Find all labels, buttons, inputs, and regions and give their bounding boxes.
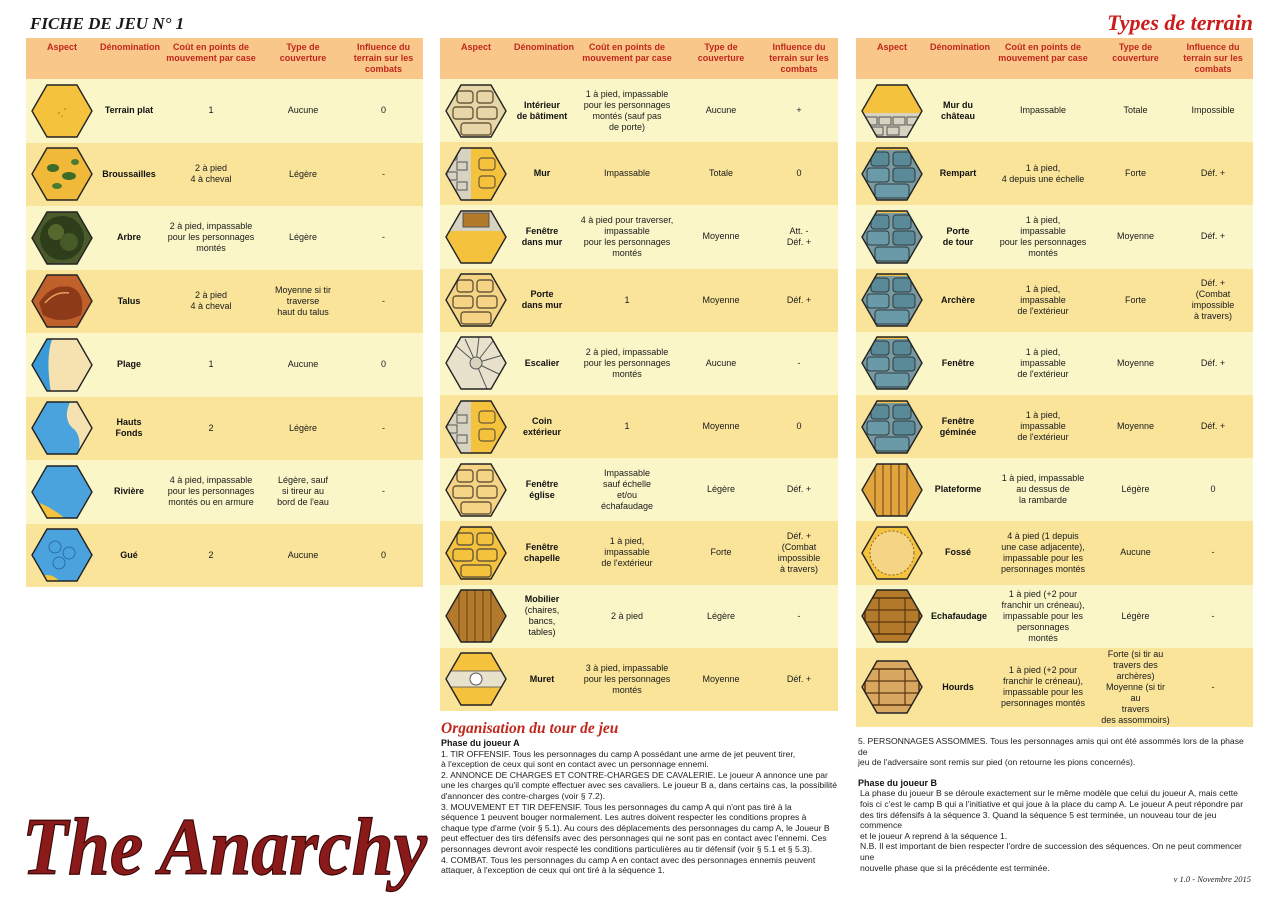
furniture-hex (445, 588, 507, 644)
influence-cell: - (760, 332, 838, 395)
aspect-cell (440, 395, 512, 458)
cost-cell: 1 à pied, impassable pour les personnages montés (sauf pas de porte) (572, 79, 682, 142)
terrain-name: Talus (117, 295, 141, 306)
cost-cell: 2 à pied (572, 585, 682, 648)
aspect-cell (440, 648, 512, 711)
influence-cell: Déf. + (1173, 332, 1253, 395)
building-interior-hex (445, 83, 507, 139)
terrain-name: Mur (533, 168, 551, 179)
denomination-cell (928, 458, 988, 521)
aspect-cell (26, 460, 98, 524)
phase-b-text: La phase du joueur B se déroule exactement sur le même modèle que celui du joueur A, mais cette fois ci c'est le camp B qui a l'initiative et qui joue à la place du camp A. Le joueur A peut répondre par des tirs défensifs à la séquence 3. Quand la séquence 5 est terminée, un nouveau tour de jeu commence et le joueur A reprend à la séquence 1. (860, 788, 1244, 841)
denomination-cell (512, 332, 572, 395)
aspect-cell (856, 205, 928, 268)
col-cover: Type de couverture (682, 38, 760, 79)
table-row (856, 142, 1253, 205)
low-wall-hex (445, 651, 507, 707)
rule-item-1: 1. TIR OFFENSIF. Tous les personnages du camp A possédant une arme de jet peuvent tirer, à l'exception de ceux qui sont en contact avec un personnage ennemi. (441, 748, 796, 770)
cost-cell: 1 (572, 395, 682, 458)
terrain-name: Mobilier (524, 594, 560, 605)
terrain-name: Hauts Fonds (115, 417, 143, 439)
influence-cell: Déf. + (760, 458, 838, 521)
cover-cell: Aucune (682, 332, 760, 395)
cost-cell: 1 à pied, impassable de l'extérieur (572, 521, 682, 584)
cover-cell: Aucune (1098, 521, 1173, 584)
ford-hex (31, 527, 93, 583)
section-title: Types de terrain (1107, 10, 1253, 35)
aspect-cell (440, 142, 512, 205)
influence-cell: Déf. + (760, 269, 838, 332)
aspect-cell (856, 521, 928, 584)
river-hex (31, 464, 93, 520)
col-aspect: Aspect (440, 38, 512, 79)
twin-window-hex (861, 399, 923, 455)
terrain-name: Rempart (939, 168, 977, 179)
terrain-name: Plateforme (934, 484, 982, 495)
outer-corner-hex (445, 399, 507, 455)
denomination-cell (928, 585, 988, 648)
cost-cell: 1 à pied (+2 pour franchir un créneau), impassable pour les personnages montés (988, 585, 1098, 648)
aspect-cell (440, 79, 512, 142)
aspect-cell (440, 521, 512, 584)
influence-cell: Déf. + (Combat impossible à travers) (1173, 269, 1253, 332)
cover-cell: Totale (682, 142, 760, 205)
version-label: v 1.0 - Novembre 2015 (1173, 874, 1251, 884)
rules-title: Organisation du tour de jeu (441, 720, 619, 737)
tree-hex (31, 210, 93, 266)
cost-cell: 3 à pied, impassable pour les personnages montés (572, 648, 682, 711)
col-aspect: Aspect (856, 38, 928, 79)
aspect-cell (440, 332, 512, 395)
terrain-name: Plage (116, 359, 141, 370)
denomination-cell (928, 395, 988, 458)
cost-cell: Impassable sauf échelle et/ou échafaudage (572, 458, 682, 521)
table-row (440, 585, 838, 648)
scaffolding-hex (861, 588, 923, 644)
influence-cell: 0 (1173, 458, 1253, 521)
terrain-name: Fenêtre église (525, 478, 559, 500)
aspect-cell (26, 397, 98, 461)
influence-cell: - (1173, 521, 1253, 584)
influence-cell: - (344, 206, 423, 270)
logo-text: The Anarchy (22, 801, 428, 892)
denomination-cell (512, 395, 572, 458)
staircase-hex (445, 335, 507, 391)
denomination-cell (928, 521, 988, 584)
col-cover: Type de couverture (1098, 38, 1173, 79)
influence-cell: - (344, 270, 423, 334)
cover-cell: Légère, sauf si tireur au bord de l'eau (262, 460, 344, 524)
terrain-name: Hourds (942, 681, 974, 692)
cover-cell: Forte (682, 521, 760, 584)
table-row (856, 648, 1253, 727)
rule-item-5: 5. PERSONNAGES ASSOMMES. Tous les personnages amis qui ont été assommés lors de la phase de jeu de l'adversaire sont remis sur pied (on retourne les pions concernés). (858, 736, 1244, 768)
aspect-cell (26, 524, 98, 588)
terrain-name: Fenêtre chapelle (523, 541, 561, 563)
cost-cell: 1 à pied (+2 pour franchir le créneau), impassable pour les personnages montés (988, 648, 1098, 727)
influence-cell: Déf. + (1173, 205, 1253, 268)
aspect-cell (856, 458, 928, 521)
terrain-name: Arbre (116, 232, 141, 243)
table-header-row (440, 38, 838, 79)
cost-cell: 2 à pied, impassable pour les personnages montés (160, 206, 262, 270)
cover-cell: Forte (1098, 269, 1173, 332)
col-aspect: Aspect (26, 38, 98, 79)
door-in-wall-hex (445, 272, 507, 328)
terrain-name: Mur du château (940, 99, 975, 121)
beach-hex (31, 337, 93, 393)
cover-cell: Légère (1098, 585, 1173, 648)
aspect-cell (856, 142, 928, 205)
denomination-cell (98, 206, 160, 270)
table-row (440, 395, 838, 458)
influence-cell: 0 (760, 395, 838, 458)
cover-cell: Moyenne (682, 205, 760, 268)
aspect-cell (856, 585, 928, 648)
terrain-table-buildings (440, 38, 838, 711)
denomination-cell (928, 332, 988, 395)
influence-cell: 0 (344, 79, 423, 143)
influence-cell: Déf. + (1173, 395, 1253, 458)
cost-cell: 1 (160, 333, 262, 397)
castle-wall-hex (861, 83, 923, 139)
terrain-name: Fenêtre géminée (939, 415, 977, 437)
aspect-cell (440, 585, 512, 648)
col-influence: Influence du terrain sur les combats (760, 38, 838, 79)
rule-item-3: 3. MOUVEMENT ET TIR DEFENSIF. Tous les personnages du camp A qui n'ont pas tiré à la séquence 1 peuvent bouger normalement. Les autres doivent respecter les conditions propres à chaque type d'arme (voir § 5.1). Au cours des déplacements des personnages du camp A, le Joueur B peut effectuer des tirs défensifs avec des personnages qui ne sont pas en contact avec l'ennemi. Ces personnages devront avoir respecté les conditions particulières au tir défensif (voir § 5.1 et § 5.3). (441, 801, 830, 854)
denomination-cell (98, 333, 160, 397)
cover-cell: Aucune (682, 79, 760, 142)
cost-cell: Impassable (572, 142, 682, 205)
cover-cell: Aucune (262, 333, 344, 397)
cover-cell: Aucune (262, 79, 344, 143)
cover-cell: Forte (1098, 142, 1173, 205)
terrain-name: Gué (120, 549, 138, 560)
denomination-cell (928, 205, 988, 268)
col-denomination: Dénomination (98, 38, 160, 79)
denomination-cell (98, 79, 160, 143)
table-row (26, 270, 423, 334)
cost-cell: 4 à pied, impassable pour les personnages montés ou en armure (160, 460, 262, 524)
denomination-cell (512, 585, 572, 648)
terrain-name: Echafaudage (931, 610, 988, 621)
table-row (26, 460, 423, 524)
terrain-name: Coin extérieur (522, 415, 562, 437)
nb-text: N.B. Il est important de bien respecter l'ordre de succession des séquences. On ne peut commencer une nouvelle phase que si la précédente est terminée. (860, 841, 1242, 873)
influence-cell: - (344, 143, 423, 207)
denomination-cell (98, 460, 160, 524)
denomination-cell (98, 524, 160, 588)
table-row (440, 79, 838, 142)
terrain-name: Archère (940, 294, 976, 305)
aspect-cell (440, 458, 512, 521)
terrain-name: Fenêtre dans mur (521, 225, 563, 247)
cost-cell: 2 à pied, impassable pour les personnages montés (572, 332, 682, 395)
chapel-window-hex (445, 525, 507, 581)
rule-item-4: 4. COMBAT. Tous les personnages du camp A en contact avec des personnages ennemis peuvent attaquer, à l'exception de ceux qui ont tiré à la séquence 1. (441, 854, 816, 876)
cover-cell: Moyenne (1098, 332, 1173, 395)
shallows-hex (31, 400, 93, 456)
col-influence: Influence du terrain sur les combats (1173, 38, 1253, 79)
aspect-cell (856, 79, 928, 142)
cost-cell: 2 (160, 524, 262, 588)
hoardings-hex (861, 659, 923, 715)
table-row (440, 521, 838, 584)
cost-cell: 1 à pied, impassable de l'extérieur (988, 269, 1098, 332)
aspect-cell (856, 648, 928, 727)
terrain-subname: (chaires, bancs, tables) (524, 605, 560, 638)
terrain-name: Rivière (113, 486, 145, 497)
cover-cell: Légère (262, 143, 344, 207)
influence-cell: + (760, 79, 838, 142)
col-cost: Coût en points de mouvement par case (160, 38, 262, 79)
col-cost: Coût en points de mouvement par case (572, 38, 682, 79)
table-row (26, 206, 423, 270)
cost-cell: 4 à pied (1 depuis une case adjacente), impassable pour les personnages montés (988, 521, 1098, 584)
terrain-name: Fossé (944, 547, 971, 558)
col-denomination: Dénomination (512, 38, 572, 79)
cost-cell: 2 (160, 397, 262, 461)
table-row (856, 205, 1253, 268)
denomination-cell (928, 79, 988, 142)
cost-cell: 1 à pied, impassable au dessus de la rambarde (988, 458, 1098, 521)
ditch-hex (861, 525, 923, 581)
terrain-name: Escalier (524, 357, 560, 368)
table-row (440, 205, 838, 268)
aspect-cell (440, 269, 512, 332)
table-row (856, 395, 1253, 458)
terrain-name: Terrain plat (104, 105, 154, 116)
col-cost: Coût en points de mouvement par case (988, 38, 1098, 79)
table-row (440, 332, 838, 395)
table-row (26, 79, 423, 143)
terrain-name: Porte de tour (942, 225, 974, 247)
window-in-wall-hex (445, 209, 507, 265)
influence-cell: Déf. + (760, 648, 838, 711)
denomination-cell (928, 269, 988, 332)
denomination-cell (512, 269, 572, 332)
rule-item-2: 2. ANNONCE DE CHARGES ET CONTRE-CHARGES DE CAVALERIE. Le joueur A annonce une par une les charges qu'il compte effectuer avec ses cavaliers. Le joueur B a, dans certains cas, la possibilité d'annoncer des contre-charges (voir § 7.2). (441, 769, 838, 801)
aspect-cell (26, 270, 98, 334)
denomination-cell (512, 458, 572, 521)
table-row (856, 269, 1253, 332)
table-row (440, 142, 838, 205)
influence-cell: 0 (344, 524, 423, 588)
influence-cell: Déf. + (1173, 142, 1253, 205)
influence-cell: - (1173, 585, 1253, 648)
influence-cell: Impossible (1173, 79, 1253, 142)
cost-cell: Impassable (988, 79, 1098, 142)
cover-cell: Moyenne (1098, 205, 1173, 268)
aspect-cell (26, 79, 98, 143)
aspect-cell (440, 205, 512, 268)
influence-cell: - (760, 585, 838, 648)
cost-cell: 1 à pied, impassable de l'extérieur (988, 395, 1098, 458)
rampart-hex (861, 146, 923, 202)
influence-cell: - (344, 460, 423, 524)
aspect-cell (26, 143, 98, 207)
cover-cell: Moyenne si tir traverse haut du talus (262, 270, 344, 334)
cover-cell: Moyenne (682, 395, 760, 458)
cost-cell: 4 à pied pour traverser, impassable pour les personnages montés (572, 205, 682, 268)
table-row (856, 585, 1253, 648)
col-cover: Type de couverture (262, 38, 344, 79)
aspect-cell (856, 395, 928, 458)
rules-phase-a (441, 738, 841, 876)
cover-cell: Moyenne (1098, 395, 1173, 458)
table-row (856, 521, 1253, 584)
denomination-cell (512, 142, 572, 205)
influence-cell: Déf. + (Combat impossible à travers) (760, 521, 838, 584)
cost-cell: 2 à pied 4 à cheval (160, 270, 262, 334)
table-row (440, 458, 838, 521)
aspect-cell (26, 333, 98, 397)
table-row (440, 648, 838, 711)
rules-phase-b (858, 736, 1253, 873)
table-row (856, 458, 1253, 521)
cover-cell: Légère (682, 585, 760, 648)
phase-a-list (441, 749, 841, 876)
cost-cell: 2 à pied 4 à cheval (160, 143, 262, 207)
terrain-name: Muret (529, 673, 555, 684)
cover-cell: Légère (262, 206, 344, 270)
cost-cell: 1 (572, 269, 682, 332)
denomination-cell (98, 270, 160, 334)
sheet-title: FICHE DE JEU N° 1 (30, 14, 185, 33)
cover-cell: Légère (262, 397, 344, 461)
aspect-cell (26, 206, 98, 270)
phase-b-title: Phase du joueur B (858, 777, 938, 788)
denomination-cell (98, 397, 160, 461)
table-row (26, 397, 423, 461)
influence-cell: - (1173, 648, 1253, 727)
terrain-table-castle (856, 38, 1253, 727)
aspect-cell (856, 269, 928, 332)
cover-cell: Totale (1098, 79, 1173, 142)
denomination-cell (512, 648, 572, 711)
wall-hex (445, 146, 507, 202)
table-header-row (856, 38, 1253, 79)
cover-cell: Légère (682, 458, 760, 521)
cost-cell: 1 à pied, impassable de l'extérieur (988, 332, 1098, 395)
denomination-cell (928, 648, 988, 727)
aspect-cell (856, 332, 928, 395)
cover-cell: Légère (1098, 458, 1173, 521)
table-row (26, 143, 423, 207)
platform-hex (861, 462, 923, 518)
cover-cell: Aucune (262, 524, 344, 588)
cost-cell: 1 (160, 79, 262, 143)
terrain-name: Porte dans mur (521, 289, 563, 311)
cover-cell: Moyenne (682, 648, 760, 711)
col-denomination: Dénomination (928, 38, 988, 79)
table-row (26, 524, 423, 588)
bushes-hex (31, 146, 93, 202)
col-influence: Influence du terrain sur les combats (344, 38, 423, 79)
influence-cell: 0 (760, 142, 838, 205)
terrain-table-natural (26, 38, 423, 587)
arrow-slit-hex (861, 272, 923, 328)
table-header-row (26, 38, 423, 79)
cover-cell: Moyenne (682, 269, 760, 332)
terrain-name: Intérieur de bâtiment (516, 99, 568, 121)
cost-cell: 1 à pied, 4 depuis une échelle (988, 142, 1098, 205)
tower-door-hex (861, 209, 923, 265)
denomination-cell (928, 142, 988, 205)
the-anarchy-logo (16, 788, 436, 898)
terrain-name: Broussailles (102, 168, 156, 179)
denomination-cell (512, 79, 572, 142)
influence-cell: - (344, 397, 423, 461)
window-hex (861, 335, 923, 391)
denomination-cell (512, 521, 572, 584)
influence-cell: 0 (344, 333, 423, 397)
cover-cell: Forte (si tir au travers des archères) Moyenne (si tir au travers des assommoirs) (1098, 648, 1173, 727)
terrain-name: Fenêtre (941, 357, 975, 368)
denomination-cell (512, 205, 572, 268)
table-row (440, 269, 838, 332)
influence-cell: Att. - Déf. + (760, 205, 838, 268)
church-window-hex (445, 462, 507, 518)
table-row (856, 79, 1253, 142)
table-row (26, 333, 423, 397)
denomination-cell (98, 143, 160, 207)
cost-cell: 1 à pied, impassable pour les personnages montés (988, 205, 1098, 268)
phase-a-title: Phase du joueur A (441, 738, 520, 748)
flat-terrain-hex (31, 83, 93, 139)
slope-hex (31, 273, 93, 329)
table-row (856, 332, 1253, 395)
